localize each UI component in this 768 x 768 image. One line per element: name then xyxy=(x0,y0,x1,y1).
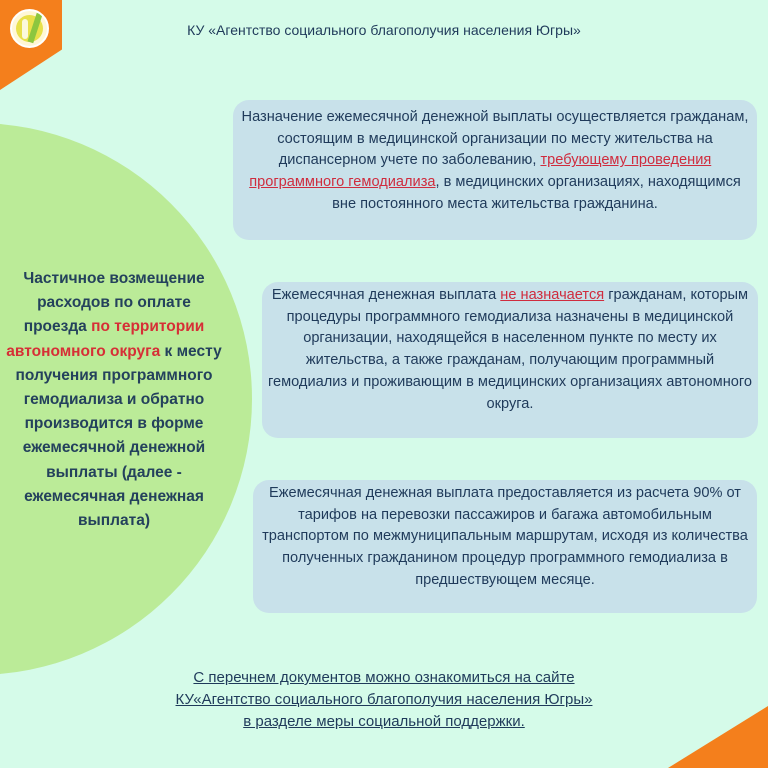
footer-link-line2[interactable]: КУ«Агентство социального благополучия населения Югры» xyxy=(175,691,593,708)
box1-after: , в медицинских организациях, находящимся вне постоянного места жительства гражданина. xyxy=(332,174,741,212)
left-text-highlight: по территории автономного округа xyxy=(6,318,205,360)
left-panel-text xyxy=(6,267,222,533)
box1-before: Назначение ежемесячной денежной выплаты осуществляется гражданам, состоящим в медицинской организации по месту жительства на диспансерном учете по заболеванию, xyxy=(241,109,749,169)
left-text-after: к месту получения программного гемодиализа и обратно производится в форме ежемесячной денежной выплаты (далее - ежемесячная денежная выплата) xyxy=(15,342,222,530)
page-title: КУ «Агентство социального благополучия населения Югры» xyxy=(187,22,581,38)
footer-link-line1[interactable]: С перечнем документов можно ознакомиться на сайте xyxy=(193,669,575,686)
info-box-exclusions xyxy=(262,282,758,438)
left-text-before: Частичное возмещение расходов по оплате проезда xyxy=(23,270,205,336)
footer-link-line3[interactable]: в разделе меры социальной поддержки. xyxy=(243,713,525,730)
box2-after: гражданам, которым процедуры программного гемодиализа назначены в медицинской организации, находящейся в населенном пункте по месту их жительства, а также гражданам, получающим программный гемодиализ и проживающим в медицинских организациях автономного округа. xyxy=(267,287,752,412)
box3-text: Ежемесячная денежная выплата предоставляется из расчета 90% от тарифов на перевозки пассажиров и багажа автомобильным транспортом по межмуниципальным маршрутам, исходя из количества полученных гражданином процедур программного гемодиализа в предшествующем месяце. xyxy=(262,485,748,588)
box2-before: Ежемесячная денежная выплата xyxy=(271,287,501,303)
box1-highlight: требующему проведения программного гемодиализа xyxy=(249,152,712,191)
info-box-eligibility xyxy=(233,100,757,240)
footer-note xyxy=(0,667,768,733)
box2-highlight: не назначается xyxy=(500,287,605,303)
info-box-calculation xyxy=(253,480,757,613)
